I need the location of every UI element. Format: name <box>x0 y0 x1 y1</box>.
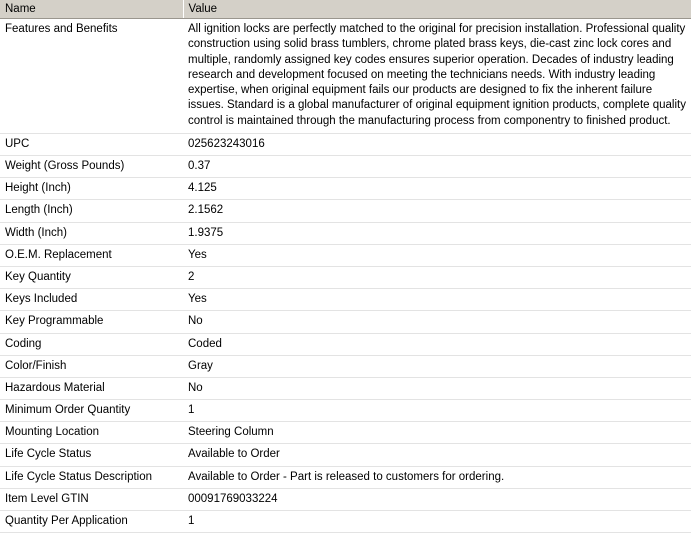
row-value: No <box>183 311 691 333</box>
row-name: Color/Finish <box>0 355 183 377</box>
table-row <box>0 200 691 222</box>
table-row <box>0 222 691 244</box>
table-row <box>0 156 691 178</box>
column-header-name: Name <box>0 0 183 19</box>
row-name: Life Cycle Status <box>0 444 183 466</box>
row-name: Height (Inch) <box>0 178 183 200</box>
row-value: 2.1562 <box>183 200 691 222</box>
table-row <box>0 267 691 289</box>
row-value: 1 <box>183 510 691 532</box>
table-body <box>0 19 691 533</box>
table-row <box>0 466 691 488</box>
row-value: All ignition locks are perfectly matched to the original for precision installation. Professional quality construction using solid brass tumblers, chrome plated brass keys, die-cast zinc lock cores and multiple, randomly assigned key codes ensures superior operation. Decades of industry leading research and development focused on meeting the technicians needs. With industry leading expertise, when original equipment fails our products are designed to fix the inherent failure issues. Standard is a global manufacturer of original equipment ignition products, complete quality control is maintained through the manufacturing process from componentry to finished product. <box>183 19 691 134</box>
row-name: Key Programmable <box>0 311 183 333</box>
row-value: No <box>183 377 691 399</box>
row-name: Keys Included <box>0 289 183 311</box>
table-row <box>0 444 691 466</box>
column-header-value: Value <box>183 0 691 19</box>
row-value: Available to Order - Part is released to customers for ordering. <box>183 466 691 488</box>
table-row <box>0 19 691 134</box>
table-row <box>0 377 691 399</box>
row-name: Length (Inch) <box>0 200 183 222</box>
row-name: Item Level GTIN <box>0 488 183 510</box>
row-value: Coded <box>183 333 691 355</box>
row-name: Key Quantity <box>0 267 183 289</box>
table-row <box>0 488 691 510</box>
row-name: Quantity Per Application <box>0 510 183 532</box>
table-row <box>0 333 691 355</box>
row-name: Minimum Order Quantity <box>0 400 183 422</box>
row-name: Life Cycle Status Description <box>0 466 183 488</box>
table-row <box>0 289 691 311</box>
row-value: 025623243016 <box>183 133 691 155</box>
row-name: Hazardous Material <box>0 377 183 399</box>
row-value: 00091769033224 <box>183 488 691 510</box>
row-name: Mounting Location <box>0 422 183 444</box>
table-header <box>0 0 691 19</box>
row-name: Width (Inch) <box>0 222 183 244</box>
table-row <box>0 311 691 333</box>
row-value: 1.9375 <box>183 222 691 244</box>
row-value: Steering Column <box>183 422 691 444</box>
row-value: Yes <box>183 244 691 266</box>
table-row <box>0 355 691 377</box>
row-name: Weight (Gross Pounds) <box>0 156 183 178</box>
row-name: Features and Benefits <box>0 19 183 134</box>
table-row <box>0 422 691 444</box>
row-value: Yes <box>183 289 691 311</box>
table-row <box>0 244 691 266</box>
table-row <box>0 133 691 155</box>
table-row <box>0 178 691 200</box>
row-name: O.E.M. Replacement <box>0 244 183 266</box>
row-value: Available to Order <box>183 444 691 466</box>
row-value: Gray <box>183 355 691 377</box>
row-value: 1 <box>183 400 691 422</box>
table-row <box>0 510 691 532</box>
row-value: 0.37 <box>183 156 691 178</box>
row-value: 4.125 <box>183 178 691 200</box>
row-name: Coding <box>0 333 183 355</box>
table-header-row <box>0 0 691 19</box>
row-name: UPC <box>0 133 183 155</box>
row-value: 2 <box>183 267 691 289</box>
